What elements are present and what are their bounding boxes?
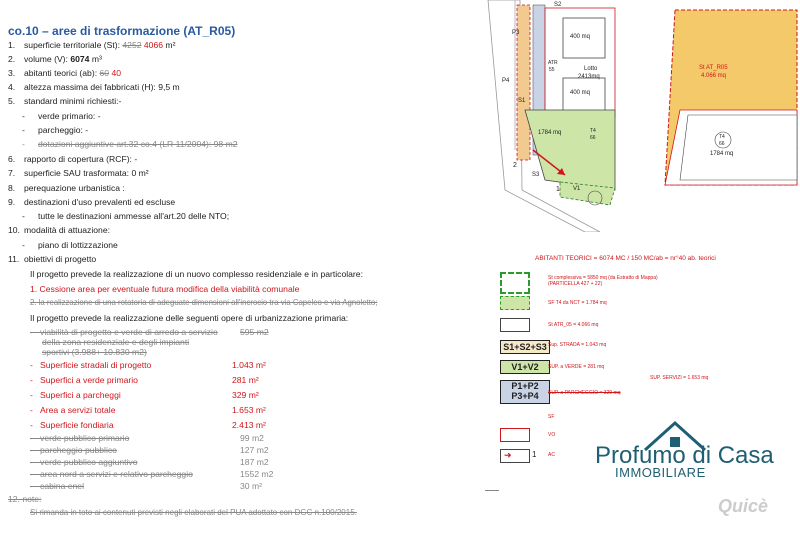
table-row: - verde pubblico primario 99 m2: [30, 433, 264, 443]
list-item: 8. perequazione urbanistica :: [8, 183, 125, 193]
list-item: 4. altezza massima dei fabbricati (H): 9,5 m: [8, 82, 180, 92]
table-row: - cabina enel 30 m²: [30, 481, 262, 491]
legend-swatch: [500, 318, 530, 332]
legend-text: St complessiva = 5850 mq (da Estratto di Mappa) (PARTICELLA 427 + 22): [548, 275, 658, 287]
list-item: 5. standard minimi richiesti:-: [8, 96, 122, 106]
project-item-struck: 2. la realizzazione di una rotatoria di adeguate dimensioni all'incrocio tra via Capeleo e via Agnoletto;: [30, 298, 378, 307]
table-row: - Superfici a parcheggi 329 m²: [30, 390, 259, 400]
brand-name: Profumo di Casa: [595, 442, 774, 469]
sup-servizi: SUP. SERVIZI = 1.653 mq: [650, 375, 709, 381]
list-item: 11. obiettivi di progetto: [8, 254, 97, 264]
code-badge: V1+V2: [500, 360, 550, 374]
divider: [485, 490, 499, 491]
project-text: Il progetto prevede la realizzazione di un nuovo complesso residenziale e in particolare:: [30, 269, 363, 279]
code-badge: S1+S2+S3: [500, 340, 550, 354]
list-item: 1. superficie territoriale (St): 4252 4066 m²: [8, 40, 176, 50]
table-row: - parcheggio pubblico 127 m2: [30, 445, 269, 455]
list-item: 6. rapporto di copertura (RCF): -: [8, 154, 138, 164]
section-heading: co.10 – aree di trasformazione (AT_R05): [8, 24, 236, 38]
legend-swatch: [500, 272, 530, 294]
list-item: 9. destinazioni d'uso prevalenti ed escluse: [8, 197, 176, 207]
brand-subtitle: IMMOBILIARE: [615, 465, 706, 480]
note-text: Si rimanda in toto ai contenuti previsti negli elaborati del PUA adottato con DGC n.100/2015.: [30, 508, 357, 517]
list-item: - piano di lottizzazione: [22, 240, 118, 250]
table-row: - Area a servizi totale 1.653 m²: [30, 405, 266, 415]
list-item: 10. modalità di attuazione:: [8, 225, 110, 235]
note-label: 12. note:: [8, 494, 42, 504]
table-row: - Superficie stradali di progetto 1.043 m²: [30, 360, 266, 370]
list-item: - tutte le destinazioni ammesse all'art.20 delle NTO;: [22, 211, 230, 221]
table-row: - area nord a servizi e relativo parcheggio 1552 m2: [30, 469, 274, 479]
project-text: Il progetto prevede la realizzazione delle seguenti opere di urbanizzazione primaria:: [30, 313, 349, 323]
legend-text: St ATR_05 = 4.066 mq: [548, 322, 599, 328]
code-badge: P1+P2 P3+P4: [500, 380, 550, 404]
corner-watermark: Quicè: [718, 496, 769, 516]
list-item: 7. superficie SAU trasformata: 0 m²: [8, 168, 149, 178]
list-item: 2. volume (V): 6074 m³: [8, 54, 102, 64]
list-item: - dotazioni aggiuntive art.32 co.4 (LR 11/2004): 98 m2: [22, 139, 238, 149]
legend-swatch: [500, 428, 530, 442]
site-plan-map: [485, 0, 800, 232]
legend-swatch: [500, 296, 530, 310]
list-item: 3. abitanti teorici (ab): 60 40: [8, 68, 121, 78]
list-item: - parcheggio: -: [22, 125, 89, 135]
table-row: - Superficie fondiaria 2.413 m²: [30, 420, 266, 430]
arrow-icon: ➜: [504, 450, 512, 460]
project-item: 1. Cessione area per eventuale futura modifica della viabilità comunale: [30, 284, 300, 294]
legend-text: SF T4 da NCT = 1.784 mq: [548, 300, 607, 306]
table-row: - verde pubblico aggiuntivo 187 m2: [30, 457, 269, 467]
abitanti-text: ABITANTI TEORICI = 6074 MC / 150 MC/ab = nr°40 ab. teorici: [535, 255, 716, 262]
list-item: - verde primario: -: [22, 111, 101, 121]
table-row: - Superfici a verde primario 281 m²: [30, 375, 259, 385]
